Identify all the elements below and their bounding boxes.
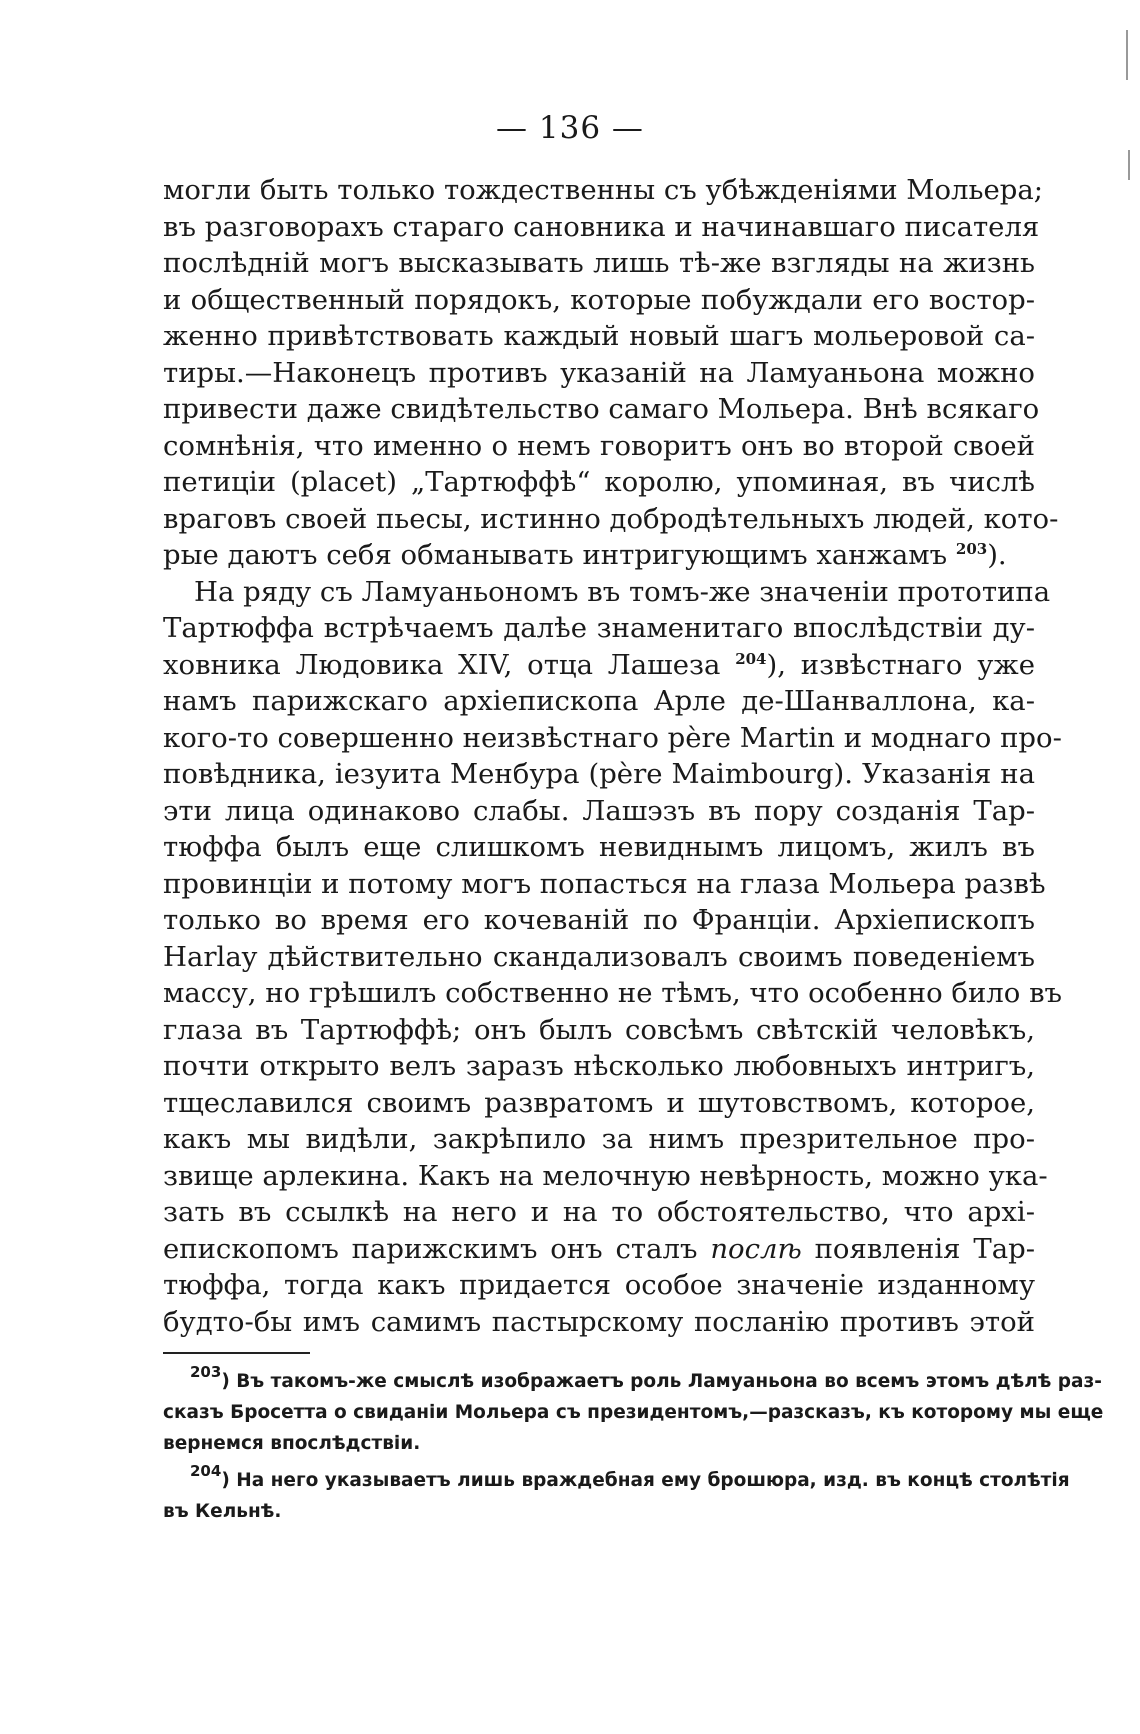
text-segment: епископомъ парижскимъ онъ сталъ — [163, 1232, 698, 1265]
text-line: тиры.—Наконецъ противъ указаній на Ламуаньона можно — [163, 356, 1035, 389]
page-number: — 136 — — [496, 110, 644, 146]
text-line: какъ мы видѣли, закрѣпило за нимъ презрительное про- — [163, 1123, 1035, 1155]
text-line: послѣдній могъ высказывать лишь тѣ-же взгляды на жизнь — [163, 247, 1035, 279]
footnote-line: вернемся впослѣдствіи. — [163, 1433, 421, 1454]
footnote-line — [163, 1363, 1102, 1397]
text-line: глаза въ Тартюффѣ; онъ былъ совсѣмъ свѣтскій человѣкъ, — [163, 1013, 1035, 1046]
text-line: привести даже свидѣтельство самаго Мольера. Внѣ всякаго — [163, 393, 1040, 425]
footnote-ref: 204 — [735, 649, 767, 668]
footnotes — [163, 1363, 1104, 1527]
text-line: тюффа, тогда какъ придается особое значеніе изданному — [163, 1269, 1035, 1301]
scan-margin-mark — [1126, 30, 1128, 80]
text-line: женно привѣтствовать каждый новый шагъ мольеровой са- — [163, 320, 1035, 352]
text-line: повѣдника, іезуита Менбура (père Maimbourg). Указанія на — [163, 758, 1035, 790]
text-line: и общественный порядокъ, которые побуждали его востор- — [163, 283, 1035, 316]
text-line: враговъ своей пьесы, истинно добродѣтельныхъ людей, кото- — [163, 502, 1059, 535]
text-line: массу, но грѣшилъ собственно не тѣмъ, что особенно било въ — [163, 977, 1063, 1009]
text-line: На ряду съ Ламуаньономъ въ томъ-же значеніи прототипа — [194, 575, 1051, 608]
text-line: провинціи и потому могъ попасться на глаза Мольера развѣ — [163, 867, 1046, 900]
text-segment: ) Въ такомъ-же смыслѣ изображаетъ роль Ламуаньона во всемъ этомъ дѣлѣ раз- — [221, 1371, 1102, 1392]
text-line: тщеславился своимъ развратомъ и шутовствомъ, которое, — [163, 1086, 1035, 1119]
footnote-number: 204 — [190, 1462, 222, 1480]
footnote-line: въ Кельнѣ. — [163, 1501, 282, 1522]
text-segment: ). — [987, 539, 1007, 571]
text-line: только во время его кочеваній по Франціи. Архіепископъ — [163, 904, 1035, 936]
footnote-number: 203 — [190, 1363, 222, 1381]
text-line: въ разговорахъ стараго сановника и начинавшаго писателя — [163, 210, 1040, 243]
body-text — [163, 172, 1063, 1340]
text-segment: рые даютъ себя обманывать интригующимъ ханжамъ — [163, 539, 948, 571]
footnote-divider — [163, 1352, 310, 1354]
text-segment: ховника Людовика XIV, отца Лашеза — [163, 648, 721, 681]
text-line: зать въ ссылкѣ на него и на то обстоятельство, что архі- — [163, 1196, 1035, 1228]
text-segment: ), извѣстнаго уже — [766, 648, 1035, 681]
footnote-line: сказъ Бросетта о свиданіи Мольера съ президентомъ,—разсказъ, къ которому мы еще — [163, 1402, 1104, 1423]
text-line — [163, 537, 1035, 574]
text-line: петиціи (placet) „Тартюффѣ“ королю, упоминая, въ числѣ — [163, 466, 1035, 498]
text-line: Тартюффа встрѣчаемъ далѣе знаменитаго впослѣдствіи ду- — [163, 612, 1035, 644]
text-line: кого-то совершенно неизвѣстнаго père Martin и моднаго про- — [163, 721, 1062, 754]
text-segment: появленія Тар- — [801, 1232, 1035, 1265]
footnote-line — [163, 1462, 1070, 1496]
text-line: намъ парижскаго архіепископа Арле де-Шанваллона, ка- — [163, 685, 1035, 717]
text-line: сомнѣнія, что именно о немъ говоритъ онъ во второй своей — [163, 429, 1035, 462]
text-line — [163, 647, 1035, 684]
text-line: почти открыто велъ заразъ нѣсколько любовныхъ интригъ, — [163, 1050, 1035, 1082]
text-line: тюффа былъ еще слишкомъ невиднымъ лицомъ, жилъ въ — [163, 831, 1035, 863]
italic-word: послѣ — [710, 1232, 802, 1265]
text-line: эти лица одинаково слабы. Лашэзъ въ пору созданія Тар- — [163, 794, 1035, 827]
text-segment: ) На него указываетъ лишь враждебная ему брошюра, изд. въ концѣ столѣтія — [221, 1470, 1070, 1491]
text-line: будто-бы имъ самимъ пастырскому посланію противъ этой — [163, 1305, 1035, 1338]
text-line: звище арлекина. Какъ на мелочную невѣрность, можно ука- — [163, 1159, 1048, 1192]
scan-margin-mark — [1128, 150, 1130, 180]
footnote-ref: 203 — [955, 540, 988, 558]
text-line — [163, 1231, 1035, 1268]
text-line: Harlay дѣйствительно скандализовалъ своимъ поведеніемъ — [163, 940, 1035, 973]
text-line: могли быть только тождественны съ убѣжденіями Мольера; — [163, 174, 1043, 206]
